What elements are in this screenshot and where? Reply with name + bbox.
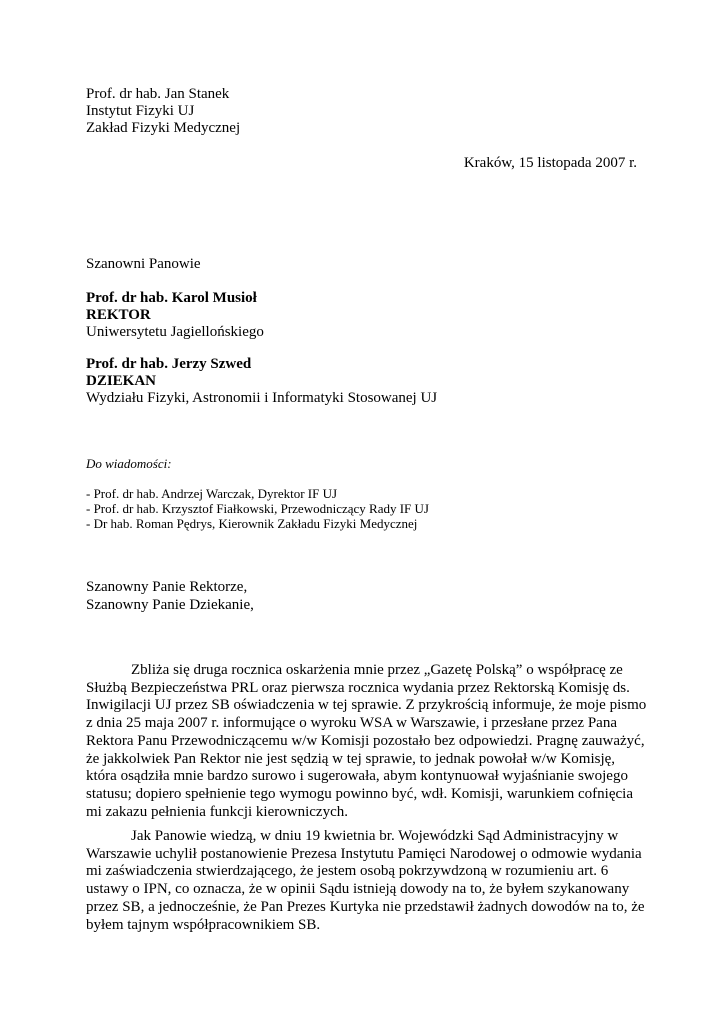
recipient-dean-name: Prof. dr hab. Jerzy Szwed — [86, 356, 252, 372]
cc-item: - Prof. dr hab. Krzysztof Fiałkowski, Przewodniczący Rady IF UJ — [86, 501, 429, 516]
sender-institute: Instytut Fizyki UJ — [86, 103, 195, 119]
greeting-dean: Szanowny Panie Dziekanie, — [86, 597, 254, 613]
recipient-rector-unit: Uniwersytetu Jagiellońskiego — [86, 324, 264, 340]
paragraph-line: Warszawie uchylił postanowienie Prezesa Instytutu Pamięci Narodowej o odmowie wydania — [86, 845, 642, 862]
paragraph-line: że jakkolwiek Pan Rektor nie jest sędzią w tej sprawie, to jednak powołał w/w Komisję, — [86, 750, 616, 767]
paragraph-line: mi zaświadczenia stwierdzającego, że jestem osobą pokrzywdzoną w rozumieniu art. 6 — [86, 863, 609, 880]
paragraph-line: z dnia 25 maja 2007 r. informujące o wyroku WSA w Warszawie, i przesłane przez Pana — [86, 715, 617, 732]
greeting-rector: Szanowny Panie Rektorze, — [86, 579, 248, 595]
cc-heading: Do wiadomości: — [86, 456, 172, 471]
paragraph-line: mi zakazu pełnienia funkcji kierowniczych. — [86, 803, 348, 820]
recipient-dean-role: DZIEKAN — [86, 373, 157, 389]
body-paragraph-1 — [86, 662, 647, 821]
salutation-general: Szanowni Panowie — [86, 256, 201, 272]
sender-name: Prof. dr hab. Jan Stanek — [86, 86, 230, 102]
place-date: Kraków, 15 listopada 2007 r. — [463, 155, 637, 171]
cc-item: - Prof. dr hab. Andrzej Warczak, Dyrektor IF UJ — [86, 486, 338, 501]
recipient-rector-role: REKTOR — [86, 307, 151, 323]
body-paragraph-2 — [86, 828, 645, 934]
paragraph-line: która osądziła mnie bardzo surowo i sugerowała, abym kontynuował wyjaśnianie swojego — [86, 768, 628, 785]
paragraph-line: ustawy o IPN, co oznacza, że w opinii Sądu istnieją dowody na to, że byłem szykanowany — [86, 881, 630, 898]
recipient-dean-unit: Wydziału Fizyki, Astronomii i Informatyki Stosowanej UJ — [86, 390, 438, 406]
paragraph-line: przez SB, a jednocześnie, że Pan Prezes Kurtyka nie przedstawił żadnych dowodów na to, że — [86, 898, 645, 915]
paragraph-line: Rektora Panu Przewodniczącemu w/w Komisji pozostało bez odpowiedzi. Pragnę zauważyć, — [86, 732, 645, 749]
paragraph-line: Służbą Bezpieczeństwa PRL oraz pierwsza rocznica wydania przez Rektorską Komisję ds. — [86, 679, 630, 696]
recipient-rector-name: Prof. dr hab. Karol Musioł — [86, 290, 257, 306]
paragraph-line: Zbliża się druga rocznica oskarżenia mnie przez „Gazetę Polską” o współpracę ze — [131, 662, 623, 678]
paragraph-line: Inwigilacji UJ przez SB oświadczenia w tej sprawie. Z przykrością informuje, że moje pismo — [86, 697, 647, 714]
sender-department: Zakład Fizyki Medycznej — [86, 120, 241, 136]
paragraph-line: byłem tajnym współpracownikiem SB. — [86, 916, 321, 933]
cc-item: - Dr hab. Roman Pędrys, Kierownik Zakładu Fizyki Medycznej — [86, 516, 418, 531]
paragraph-line: statusu; dopiero spełnienie tego wymogu powinno być, wdł. Komisji, warunkiem cofnięcia — [86, 785, 633, 802]
paragraph-line: Jak Panowie wiedzą, w dniu 19 kwietnia br. Wojewódzki Sąd Administracyjny w — [131, 828, 619, 844]
